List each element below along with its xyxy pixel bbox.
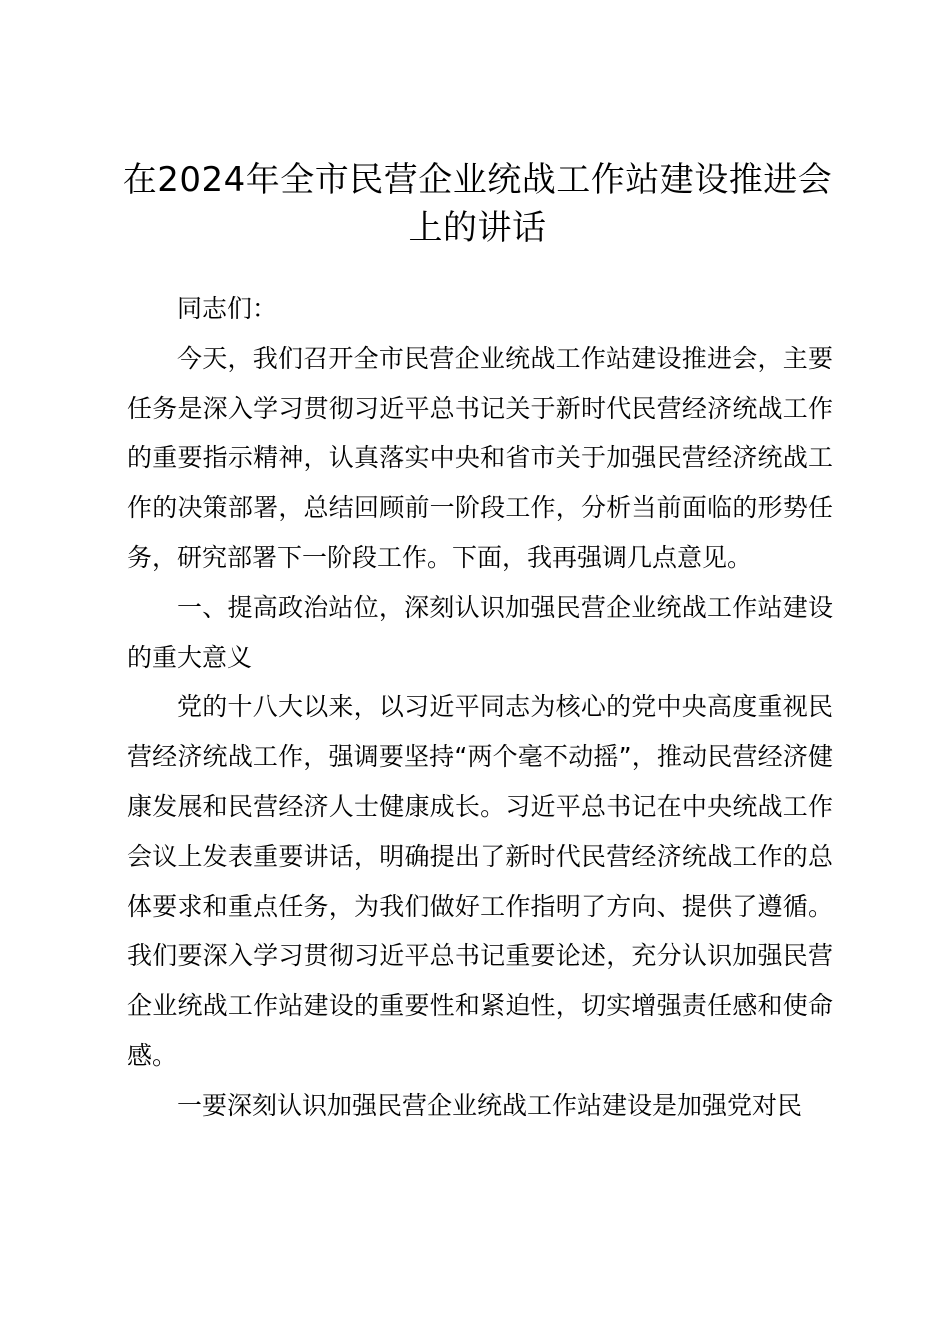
paragraph-point-1: 一要深刻认识加强民营企业统战工作站建设是加强党对民 (177, 1090, 803, 1120)
paragraph-section-1: 党的十八大以来，以习近平同志为核心的党中央高度重视民营经济统战工作，强调要坚持“两个毫不动摇”，推动民营经济健康发展和民营经济人士健康成长。习近平总书记在中央统战工作会议上发表重要讲话，明确提出了新时代民营经济统战工作的总体要求和重点任务，为我们做好工作指明了方向、提供了遵循。我们要深入学习贯彻习近平总书记重要论述，充分认识加强民营企业统战工作站建设的重要性和紧迫性，切实增强责任感和使命感。 (127, 692, 833, 1070)
document-title: 在2024年全市民营企业统战工作站建设推进会上的讲话 (122, 160, 833, 248)
section-heading-1: 一、提高政治站位，深刻认识加强民营企业统战工作站建设的重大意义 (127, 592, 833, 672)
document-body (127, 284, 833, 1131)
paragraph-intro: 今天，我们召开全市民营企业统战工作站建设推进会，主要任务是深入学习贯彻习近平总书记关于新时代民营经济统战工作的重要指示精神，认真落实中央和省市关于加强民营经济统战工作的决策部署，总结回顾前一阶段工作，分析当前面临的形势任务，研究部署下一阶段工作。下面，我再强调几点意见。 (127, 343, 833, 572)
salutation: 同志们： (177, 294, 278, 323)
